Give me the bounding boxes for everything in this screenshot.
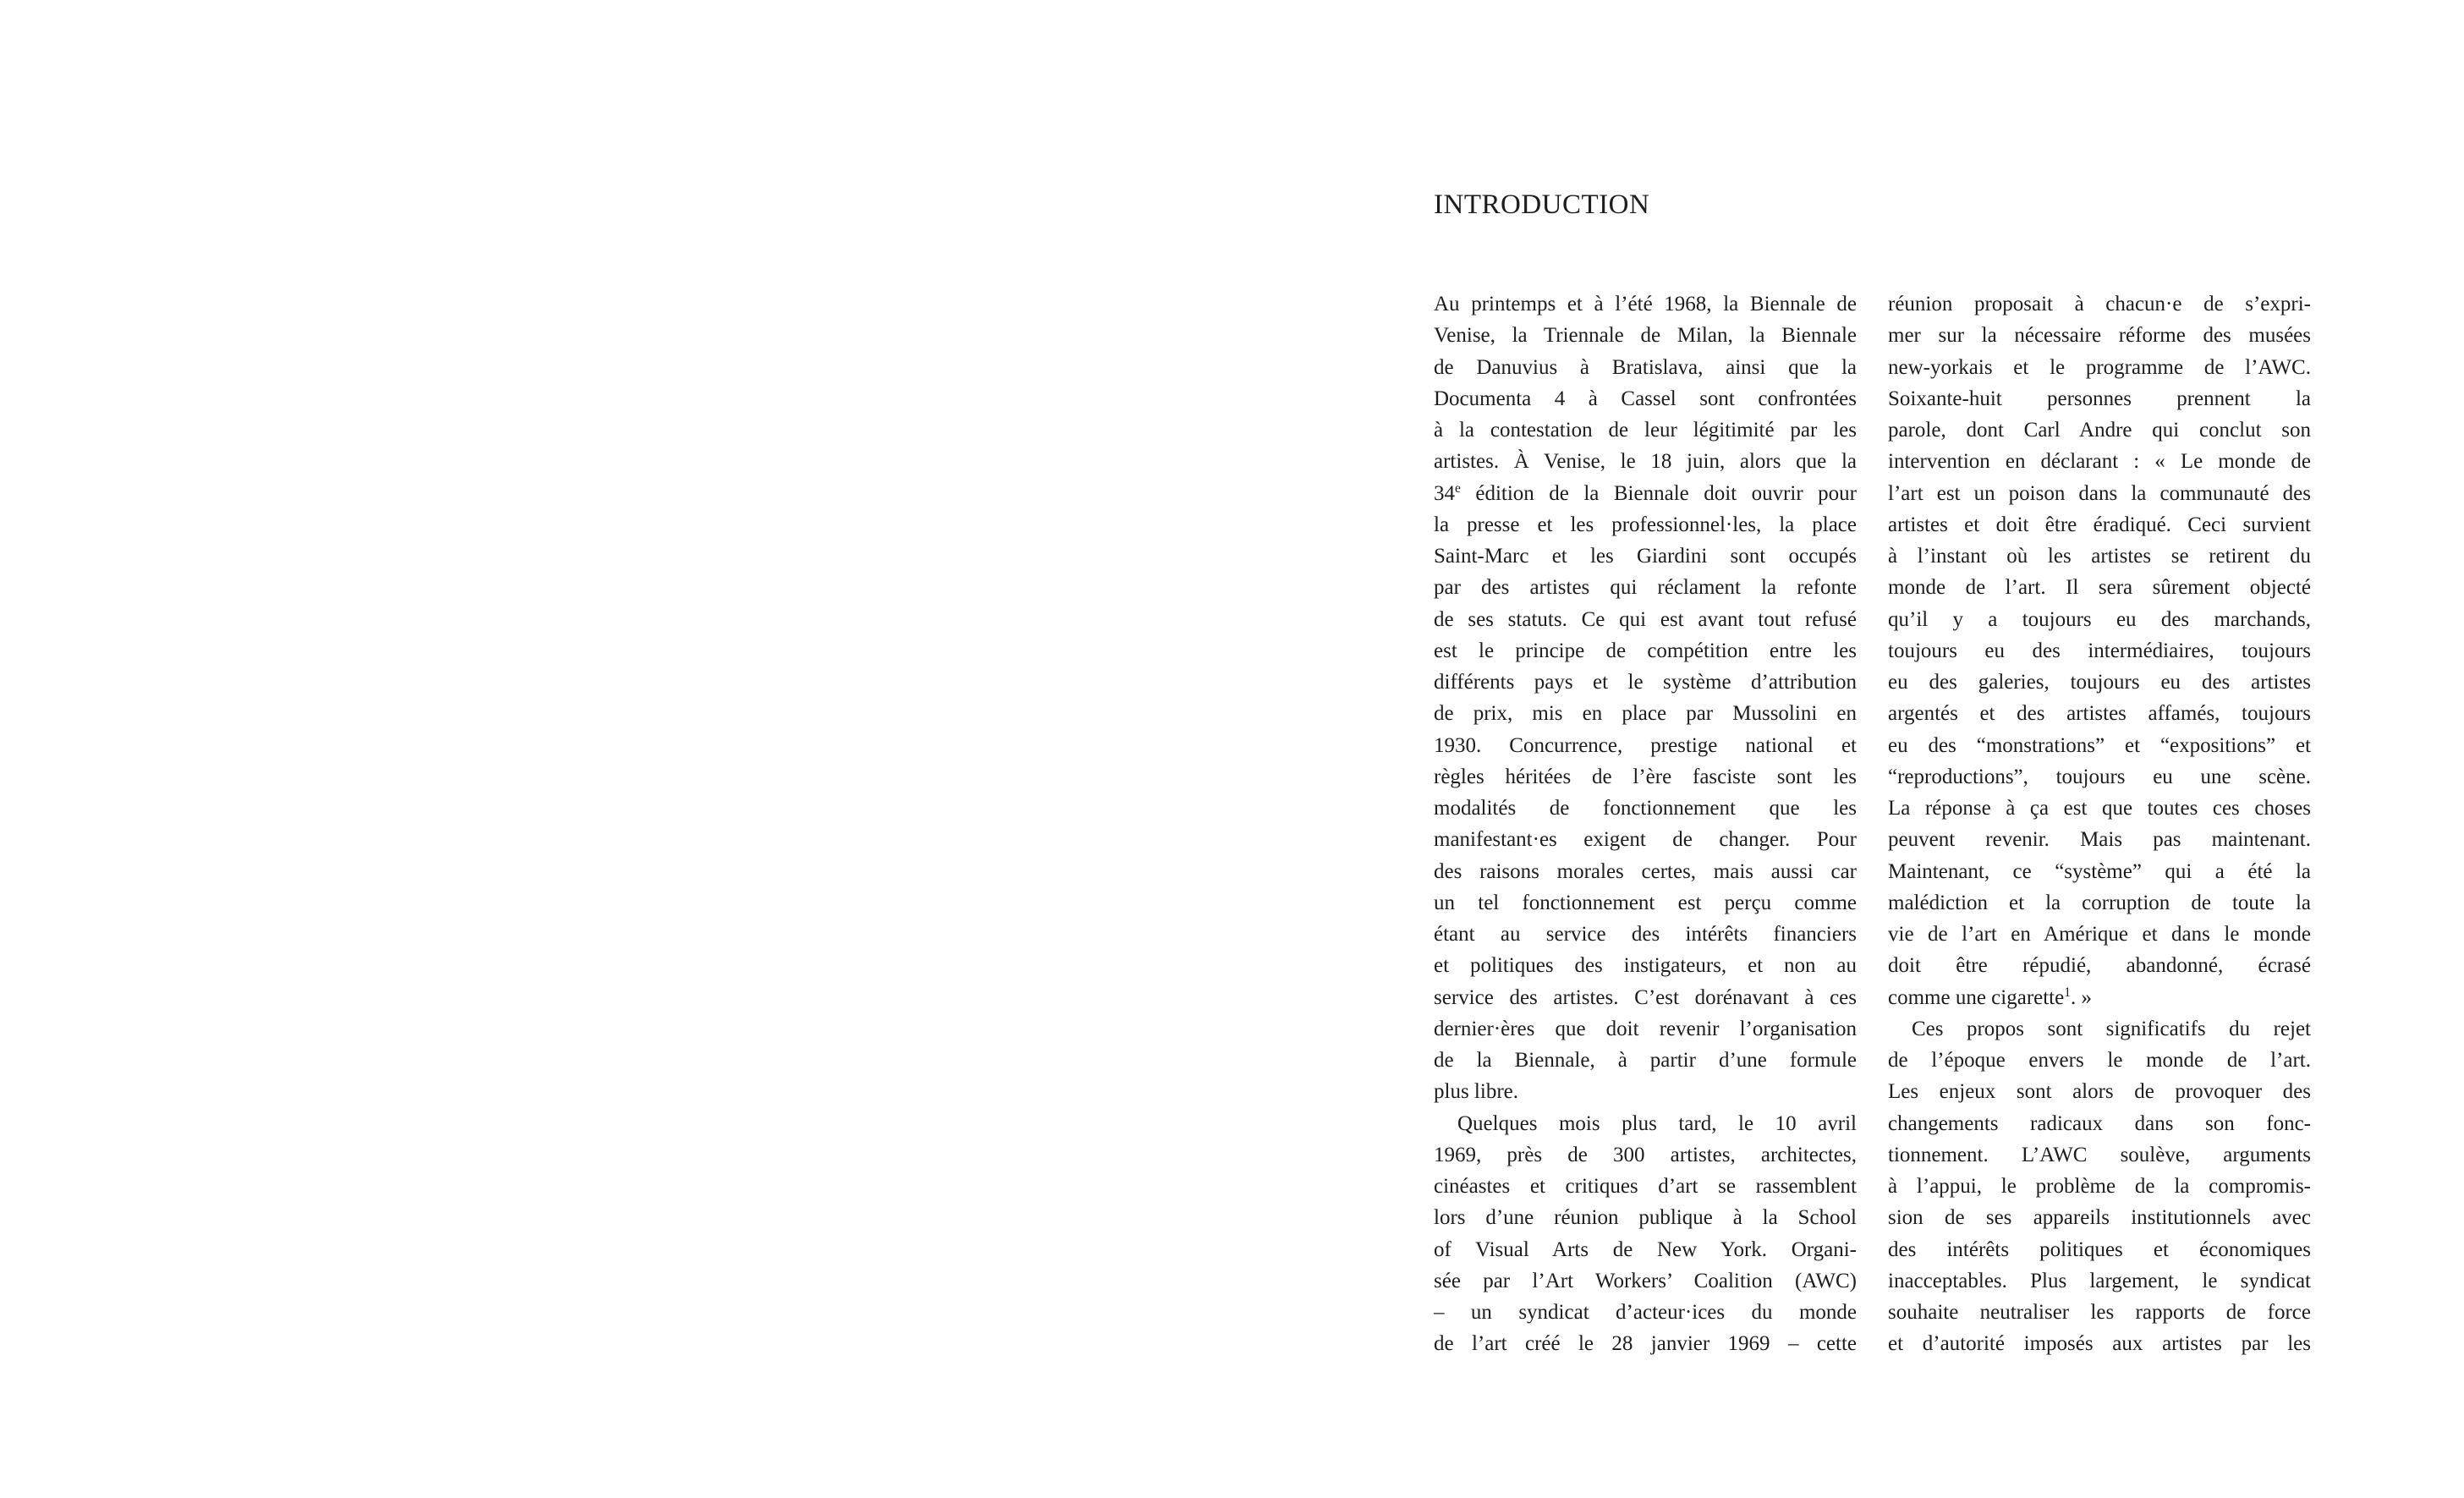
text-segment: vie de l’art en Amérique et dans le monde [1888, 923, 2311, 946]
text-segment: artistes. À Venise, le 18 juin, alors que la [1434, 450, 1857, 474]
text-line [1434, 982, 1857, 1013]
text-line [1434, 414, 1857, 446]
text-line [1888, 919, 2311, 950]
text-segment: eu des “monstrations” et “expositions” et [1888, 733, 2311, 757]
text-segment: dernier·ères que doit revenir l’organisation [1434, 1017, 1857, 1040]
text-segment: of Visual Arts de New York. Organi- [1434, 1237, 1857, 1261]
text-line [1888, 982, 2311, 1013]
text-line [1888, 730, 2311, 761]
text-line [1434, 1045, 1857, 1076]
text-line [1888, 1234, 2311, 1265]
text-line [1434, 320, 1857, 351]
text-line [1888, 1265, 2311, 1297]
text-line [1888, 1076, 2311, 1107]
text-segment: – un syndicat d’acteur·ices du monde [1434, 1301, 1857, 1324]
text-line [1888, 604, 2311, 635]
text-segment: malédiction et la corruption de toute la [1888, 891, 2311, 914]
text-line [1434, 730, 1857, 761]
text-line [1888, 383, 2311, 414]
text-segment: tionnement. L’AWC soulève, arguments [1888, 1143, 2311, 1166]
text-segment: Quelques mois plus tard, le 10 avril [1457, 1111, 1857, 1135]
text-line [1888, 950, 2311, 981]
text-line [1434, 698, 1857, 729]
text-line [1888, 1328, 2311, 1359]
text-segment: 34 [1434, 481, 1455, 505]
text-line [1888, 1013, 2311, 1045]
text-line [1434, 540, 1857, 572]
text-segment: à l’instant où les artistes se retirent du [1888, 545, 2311, 568]
text-segment: par des artistes qui réclament la refonte [1434, 576, 1857, 600]
text-line [1434, 793, 1857, 824]
page-title: INTRODUCTION [1434, 189, 1650, 220]
text-line [1434, 1076, 1857, 1107]
text-line [1888, 667, 2311, 698]
text-segment: la presse et les professionnel·les, la place [1434, 513, 1857, 536]
text-segment: un tel fonctionnement est perçu comme [1434, 891, 1857, 914]
text-segment: Venise, la Triennale de Milan, la Biennale [1434, 324, 1857, 348]
text-segment: Documenta 4 à Cassel sont confrontées [1434, 387, 1857, 410]
text-line [1888, 446, 2311, 477]
text-column-right [1888, 288, 2311, 1360]
text-line [1888, 1202, 2311, 1233]
superscript-marker: e [1455, 480, 1461, 496]
text-line [1888, 320, 2311, 351]
text-segment: de Danuvius à Bratislava, ainsi que la [1434, 355, 1857, 379]
text-line [1434, 919, 1857, 950]
text-segment: mer sur la nécessaire réforme des musées [1888, 324, 2311, 348]
text-segment: doit être répudié, abandonné, écrasé [1888, 954, 2311, 978]
text-line [1434, 572, 1857, 603]
text-line [1888, 698, 2311, 729]
text-line [1888, 824, 2311, 855]
text-line [1888, 1297, 2311, 1328]
text-line [1888, 572, 2311, 603]
text-segment: new-yorkais et le programme de l’AWC. [1888, 355, 2311, 379]
text-segment: de la Biennale, à partir d’une formule [1434, 1049, 1857, 1072]
text-segment: est le principe de compétition entre les [1434, 639, 1857, 662]
text-line [1434, 446, 1857, 477]
text-segment: “reproductions”, toujours eu une scène. [1888, 765, 2311, 788]
text-segment: La réponse à ça est que toutes ces choses [1888, 797, 2311, 820]
text-segment: réunion proposait à chacun·e de s’expri- [1888, 293, 2311, 316]
text-line [1888, 1045, 2311, 1076]
text-segment: souhaite neutraliser les rapports de force [1888, 1301, 2311, 1324]
text-segment: peuvent revenir. Mais pas maintenant. [1888, 828, 2311, 852]
text-segment: monde de l’art. Il sera sûrement objecté [1888, 576, 2311, 600]
text-segment: de ses statuts. Ce qui est avant tout refusé [1434, 607, 1857, 631]
text-segment: inacceptables. Plus largement, le syndicat [1888, 1269, 2311, 1292]
text-segment: qu’il y a toujours eu des marchands, [1888, 607, 2311, 631]
text-segment: service des artistes. C’est dorénavant à ces [1434, 985, 1857, 1009]
text-line [1434, 604, 1857, 635]
text-line [1888, 478, 2311, 509]
text-line [1434, 1234, 1857, 1265]
text-line [1434, 352, 1857, 383]
superscript-marker: 1 [2064, 985, 2071, 1000]
text-line [1434, 856, 1857, 887]
text-line [1888, 540, 2311, 572]
text-segment: manifestant·es exigent de changer. Pour [1434, 828, 1857, 852]
text-line [1434, 887, 1857, 919]
text-line [1888, 509, 2311, 540]
text-segment: argentés et des artistes affamés, toujours [1888, 702, 2311, 726]
text-segment: Saint-Marc et les Giardini sont occupés [1434, 545, 1857, 568]
text-segment: édition de la Biennale doit ouvrir pour [1460, 481, 1857, 505]
text-line [1434, 1202, 1857, 1233]
text-segment: changements radicaux dans son fonc- [1888, 1111, 2311, 1135]
text-line [1888, 1108, 2311, 1139]
text-segment: . » [2070, 985, 2092, 1009]
text-line [1888, 1171, 2311, 1202]
text-line [1434, 824, 1857, 855]
text-segment: de l’époque envers le monde de l’art. [1888, 1049, 2311, 1072]
text-segment: lors d’une réunion publique à la School [1434, 1206, 1857, 1230]
text-line [1888, 761, 2311, 793]
text-segment: intervention en déclarant : « Le monde de [1888, 450, 2311, 474]
text-line [1434, 509, 1857, 540]
text-line [1434, 1108, 1857, 1139]
text-line [1434, 667, 1857, 698]
text-segment: 1969, près de 300 artistes, architectes, [1434, 1143, 1857, 1166]
text-segment: Soixante-huit personnes prennent la [1888, 387, 2311, 410]
text-segment: comme une cigarette [1888, 985, 2065, 1009]
text-segment: et politiques des instigateurs, et non au [1434, 954, 1857, 978]
text-line [1888, 793, 2311, 824]
text-line [1888, 352, 2311, 383]
text-segment: différents pays et le système d’attribution [1434, 671, 1857, 694]
text-line [1888, 856, 2311, 887]
text-line [1434, 478, 1857, 509]
text-line [1434, 1265, 1857, 1297]
text-segment: plus libre. [1434, 1080, 1518, 1104]
text-line [1434, 1297, 1857, 1328]
text-segment: Les enjeux sont alors de provoquer des [1888, 1080, 2311, 1104]
text-segment: toujours eu des intermédiaires, toujours [1888, 639, 2311, 662]
text-segment: Ces propos sont significatifs du rejet [1912, 1017, 2311, 1040]
text-line [1888, 288, 2311, 320]
text-line [1434, 761, 1857, 793]
text-segment: eu des galeries, toujours eu des artistes [1888, 671, 2311, 694]
text-line [1434, 635, 1857, 667]
text-segment: cinéastes et critiques d’art se rassemblent [1434, 1175, 1857, 1198]
text-segment: à l’appui, le problème de la compromis- [1888, 1175, 2311, 1198]
text-column-left [1434, 288, 1857, 1360]
text-segment: étant au service des intérêts financiers [1434, 923, 1857, 946]
text-segment: 1930. Concurrence, prestige national et [1434, 733, 1857, 757]
text-segment: et d’autorité imposés aux artistes par les [1888, 1332, 2311, 1356]
text-line [1434, 383, 1857, 414]
text-segment: des raisons morales certes, mais aussi car [1434, 859, 1857, 883]
text-line [1888, 635, 2311, 667]
text-segment: de prix, mis en place par Mussolini en [1434, 702, 1857, 726]
text-line [1888, 887, 2311, 919]
text-segment: artistes et doit être éradiqué. Ceci survient [1888, 513, 2311, 536]
text-line [1434, 1171, 1857, 1202]
text-segment: sée par l’Art Workers’ Coalition (AWC) [1434, 1269, 1857, 1292]
text-segment: Au printemps et à l’été 1968, la Biennale de [1434, 293, 1857, 316]
text-segment: de l’art créé le 28 janvier 1969 – cette [1434, 1332, 1857, 1356]
text-line [1434, 1013, 1857, 1045]
text-line [1434, 1328, 1857, 1359]
text-line [1434, 288, 1857, 320]
text-segment: à la contestation de leur légitimité par les [1434, 419, 1857, 442]
text-line [1888, 414, 2311, 446]
text-segment: parole, dont Carl Andre qui conclut son [1888, 419, 2311, 442]
text-line [1888, 1139, 2311, 1171]
text-segment: l’art est un poison dans la communauté des [1888, 481, 2311, 505]
text-line [1434, 950, 1857, 981]
text-segment: modalités de fonctionnement que les [1434, 797, 1857, 820]
text-segment: des intérêts politiques et économiques [1888, 1237, 2311, 1261]
text-segment: sion de ses appareils institutionnels avec [1888, 1206, 2311, 1230]
text-line [1434, 1139, 1857, 1171]
text-segment: règles héritées de l’ère fasciste sont les [1434, 765, 1857, 788]
text-segment: Maintenant, ce “système” qui a été la [1888, 859, 2311, 883]
